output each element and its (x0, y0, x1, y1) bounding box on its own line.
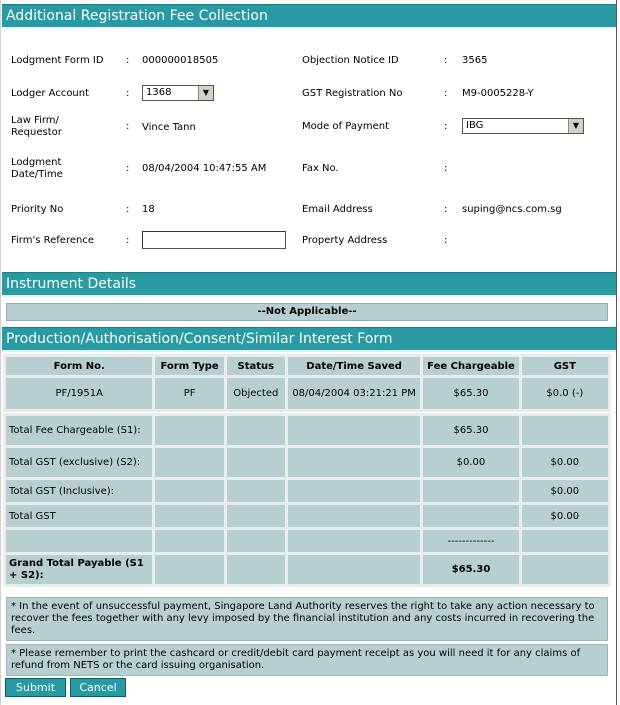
colon: : (126, 55, 130, 66)
colon: : (126, 88, 130, 99)
col-header-status: Status (227, 357, 285, 375)
grand-total-label: Grand Total Payable (S1 + S2): (6, 555, 152, 584)
lodger-account-value: 1368 (146, 87, 172, 98)
gst-cell: $0.0 (-) (522, 378, 608, 409)
colon: : (126, 204, 130, 215)
gst-inclusive-gst: $0.00 (522, 480, 608, 502)
payment-notice: * In the event of unsuccessful payment, Singapore Land Authority reserves the right to take any action necessary to recover the fees together with any levy imposed by the financial institution and any costs incurred in recovering the fees. (6, 597, 608, 641)
grand-total-value: $65.30 (423, 555, 518, 584)
priority-value: 18 (142, 204, 155, 215)
table-row (6, 448, 608, 477)
col-header-form-no: Form No. (6, 357, 152, 375)
lodgment-form-id-value: 000000018505 (142, 55, 219, 66)
total-gst-value: $0.00 (522, 505, 608, 527)
total-fee-value: $65.30 (423, 416, 518, 445)
objection-notice-id-label: Objection Notice ID (302, 55, 399, 66)
firm-reference-input[interactable] (142, 231, 286, 249)
cancel-button[interactable]: Cancel (70, 678, 126, 697)
table-row (6, 530, 608, 552)
property-address-label: Property Address (302, 235, 388, 246)
colon: : (126, 163, 130, 174)
table-row (6, 416, 608, 445)
col-header-gst: GST (522, 357, 608, 375)
colon: : (444, 204, 448, 215)
objection-notice-id-value: 3565 (462, 55, 488, 66)
status-cell: Objected (227, 378, 285, 409)
table-row (6, 480, 608, 502)
gst-inclusive-label: Total GST (Inclusive): (6, 480, 152, 502)
col-header-form-type: Form Type (155, 357, 223, 375)
gst-registration-label: GST Registration No (302, 88, 403, 99)
lodger-account-label: Lodger Account (11, 88, 90, 99)
total-fee-label: Total Fee Chargeable (S1): (6, 416, 152, 445)
form-type-cell: PF (155, 378, 223, 409)
production-form-table (3, 354, 611, 412)
notes-section (6, 597, 608, 679)
priority-label: Priority No (11, 204, 64, 215)
table-row (6, 505, 608, 527)
colon: : (126, 235, 130, 246)
colon: : (444, 55, 448, 66)
colon: : (444, 88, 448, 99)
lodgment-datetime-value: 08/04/2004 10:47:55 AM (142, 163, 267, 174)
gst-exclusive-gst: $0.00 (522, 448, 608, 477)
fax-label: Fax No. (302, 163, 339, 174)
chevron-down-icon[interactable]: ▼ (198, 86, 213, 100)
table-row (6, 555, 608, 584)
law-firm-value: Vince Tann (142, 122, 196, 133)
colon: : (444, 121, 448, 132)
totals-table (3, 413, 611, 587)
lodger-account-select[interactable] (142, 85, 214, 101)
gst-exclusive-label: Total GST (exclusive) (S2): (6, 448, 152, 477)
date-saved-cell: 08/04/2004 03:21:21 PM (288, 378, 420, 409)
instrument-details-header: Instrument Details (2, 272, 616, 297)
colon: : (444, 235, 448, 246)
gst-exclusive-fee: $0.00 (423, 448, 518, 477)
fee-cell: $65.30 (423, 378, 518, 409)
total-gst-label: Total GST (6, 505, 152, 527)
dash-separator: ------------- (423, 530, 518, 552)
mode-of-payment-label: Mode of Payment (302, 121, 390, 132)
not-applicable-bar: --Not Applicable-- (6, 303, 608, 321)
email-label: Email Address (302, 204, 373, 215)
mode-of-payment-value: IBG (466, 120, 484, 131)
email-value: suping@ncs.com.sg (462, 204, 562, 215)
colon: : (444, 163, 448, 174)
col-header-fee: Fee Chargeable (423, 357, 518, 375)
mode-of-payment-select[interactable] (462, 118, 584, 134)
submit-button[interactable]: Submit (5, 678, 66, 697)
form-no-cell: PF/1951A (6, 378, 152, 409)
page-title: Additional Registration Fee Collection (2, 4, 616, 29)
lodgment-datetime-label: Lodgment Date/Time (11, 157, 63, 180)
chevron-down-icon[interactable]: ▼ (568, 119, 583, 133)
gst-registration-value: M9-0005228-Y (462, 88, 534, 99)
firm-reference-label: Firm's Reference (11, 235, 94, 246)
receipt-notice: * Please remember to print the cashcard or credit/debit card payment receipt as you will need it for any claims of refund from NETS or the card issuing organisation. (6, 644, 608, 676)
law-firm-label: Law Firm/ Requestor (11, 115, 62, 138)
table-row (6, 378, 608, 409)
production-form-header: Production/Authorisation/Consent/Similar Interest Form (2, 327, 616, 352)
colon: : (126, 121, 130, 132)
col-header-date-saved: Date/Time Saved (288, 357, 420, 375)
lodgment-form-id-label: Lodgment Form ID (11, 55, 104, 66)
